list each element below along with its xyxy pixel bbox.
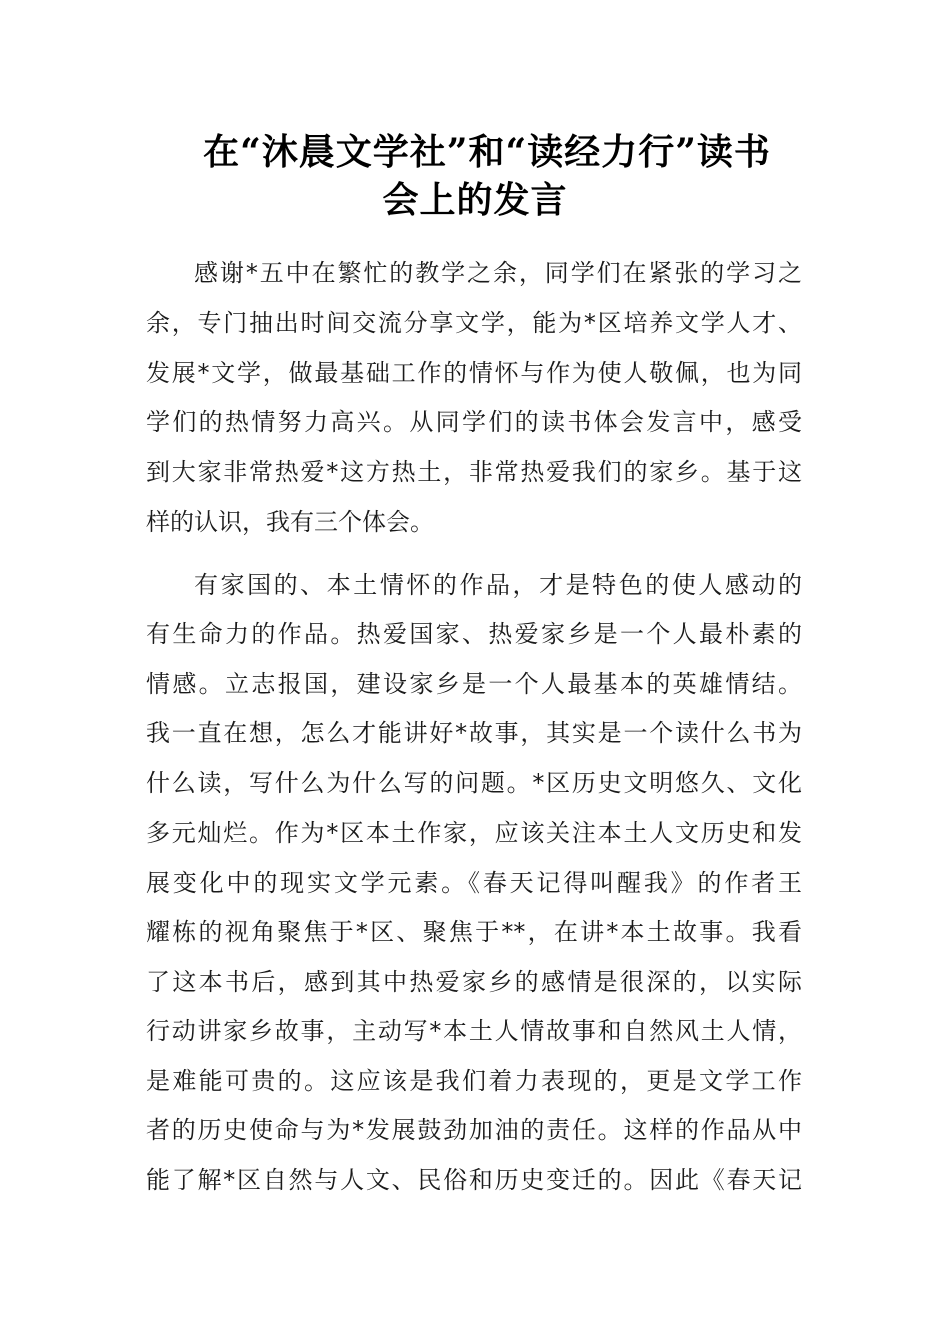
document-title-line-2: 会上的发言 <box>382 179 568 221</box>
paragraph-1-line-6: 样的认识，我有三个体会。 <box>146 508 434 536</box>
paragraph-2-line-9: 了这本书后，感到其中热爱家乡的感情是很深的，以实际 <box>146 968 802 996</box>
paragraph-2-line-3: 情感。立志报国，建设家乡是一个人最基本的英雄情结。 <box>146 670 802 698</box>
paragraph-2-line-13: 能了解*区自然与人文、民俗和历史变迁的。因此《春天记 <box>146 1166 802 1194</box>
paragraph-1-line-3: 发展*文学，做最基础工作的情怀与作为使人敬佩，也为同 <box>146 359 802 387</box>
paragraph-1-line-5: 到大家非常热爱*这方热土，非常热爱我们的家乡。基于这 <box>146 458 802 486</box>
paragraph-2-line-12: 者的历史使命与为*发展鼓劲加油的责任。这样的作品从中 <box>146 1116 802 1144</box>
paragraph-1-line-1: 感谢*五中在繁忙的教学之余，同学们在紧张的学习之 <box>194 259 802 287</box>
paragraph-2-line-5: 什么读，写什么为什么写的问题。*区历史文明悠久、文化 <box>146 769 802 797</box>
paragraph-2-line-8: 耀栋的视角聚焦于*区、聚焦于**，在讲*本土故事。我看 <box>146 918 802 946</box>
paragraph-1-line-2: 余，专门抽出时间交流分享文学，能为*区培养文学人才、 <box>146 309 802 337</box>
paragraph-2-line-1: 有家国的、本土情怀的作品，才是特色的使人感动的 <box>194 571 802 599</box>
paragraph-2-line-7: 展变化中的现实文学元素。《春天记得叫醒我》的作者王 <box>146 869 802 897</box>
document-body <box>146 0 816 1344</box>
paragraph-2-line-11: 是难能可贵的。这应该是我们着力表现的，更是文学工作 <box>146 1067 802 1095</box>
paragraph-2-line-4: 我一直在想，怎么才能讲好*故事，其实是一个读什么书为 <box>146 719 802 747</box>
document-title-line-1: 在“沐晨文学社”和“读经力行”读书 <box>203 131 771 173</box>
paragraph-2-line-2: 有生命力的作品。热爱国家、热爱家乡是一个人最朴素的 <box>146 620 802 648</box>
paragraph-2-line-10: 行动讲家乡故事，主动写*本土人情故事和自然风土人情， <box>146 1017 802 1045</box>
paragraph-2-line-6: 多元灿烂。作为*区本土作家，应该关注本土人文历史和发 <box>146 819 802 847</box>
paragraph-1-line-4: 学们的热情努力高兴。从同学们的读书体会发言中，感受 <box>146 408 802 436</box>
